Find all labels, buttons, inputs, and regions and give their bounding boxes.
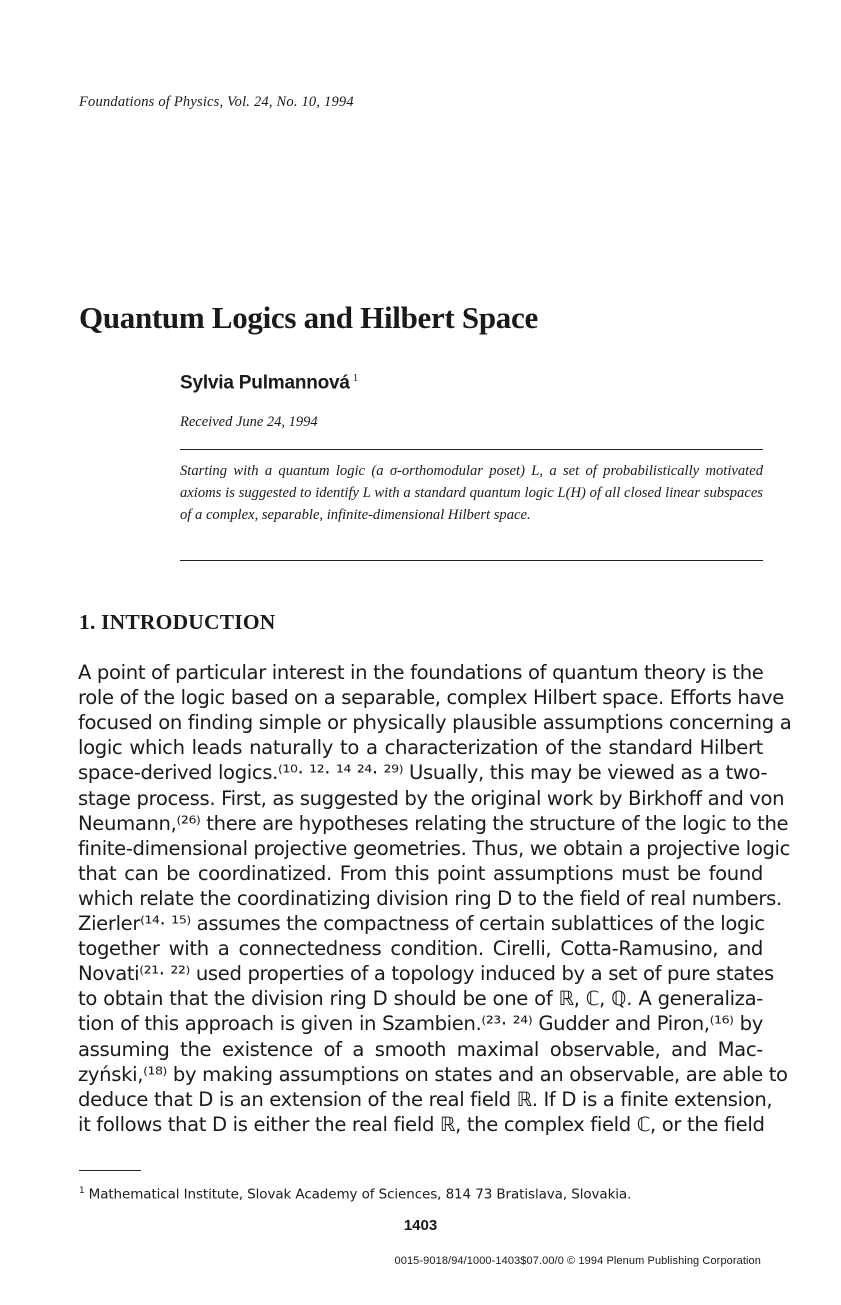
body-line: zyński,⁽¹⁸⁾ by making assumptions on states and an observable, are able to	[78, 1062, 788, 1086]
body-line: together with a connectedness condition. Cirelli, Cotta-Ramusino, and	[78, 937, 763, 961]
body-line: focused on finding simple or physically plausible assumptions concerning a	[78, 711, 792, 735]
footnote-rule	[79, 1170, 141, 1171]
copyright-line: 0015-9018/94/1000-1403$07.00/0 © 1994 Plenum Publishing Corporation	[394, 1255, 761, 1267]
abstract-top-rule	[180, 449, 763, 450]
body-line: role of the logic based on a separable, complex Hilbert space. Efforts have	[78, 686, 784, 710]
abstract: Starting with a quantum logic (a σ-orthomodular poset) L, a set of probabilistically motivated axioms is suggested to identify L with a standard quantum logic L(H) of all closed linear subspaces of a complex, separable, infinite-dimensional Hilbert space.	[180, 463, 763, 523]
body-line: deduce that D is an extension of the real field ℝ. If D is a finite extension,	[78, 1087, 773, 1111]
section-heading: 1. INTRODUCTION	[79, 610, 276, 634]
author-name: Sylvia Pulmannová	[180, 372, 350, 394]
body-line: tion of this approach is given in Szambien.⁽²³· ²⁴⁾ Gudder and Piron,⁽¹⁶⁾ by	[78, 1012, 763, 1036]
author-footnote-mark: 1	[352, 372, 359, 384]
body-line: A point of particular interest in the foundations of quantum theory is the	[78, 661, 764, 684]
body-line: finite-dimensional projective geometries. Thus, we obtain a projective logic	[78, 836, 791, 860]
footnote-text: Mathematical Institute, Slovak Academy of Sciences, 814 73 Bratislava, Slovakia.	[88, 1186, 632, 1203]
body-line: which relate the coordinatizing division ring D to the field of real numbers.	[78, 886, 782, 910]
journal-header: Foundations of Physics, Vol. 24, No. 10, 1994	[79, 94, 354, 110]
body-line: it follows that D is either the real field ℝ, the complex field ℂ, or the field	[78, 1112, 765, 1136]
received-date: Received June 24, 1994	[180, 414, 318, 430]
body-line: Neumann,⁽²⁶⁾ there are hypotheses relating the structure of the logic to the	[78, 811, 789, 835]
footnote	[79, 1186, 631, 1203]
body-line: assuming the existence of a smooth maximal observable, and Mac-	[78, 1037, 763, 1061]
body-line: stage process. First, as suggested by the original work by Birkhoff and von	[78, 786, 785, 810]
body-line: to obtain that the division ring D should be one of ℝ, ℂ, ℚ. A generaliza-	[78, 987, 763, 1011]
page-number: 1403	[403, 1217, 438, 1234]
body-line: Novati⁽²¹· ²²⁾ used properties of a topology induced by a set of pure states	[78, 962, 774, 986]
body-line: space-derived logics.⁽¹⁰· ¹²· ¹⁴ ²⁴· ²⁹⁾ Usually, this may be viewed as a two-	[78, 761, 768, 785]
body-line: that can be coordinatized. From this point assumptions must be found	[78, 861, 763, 885]
footnote-mark: 1	[79, 1186, 85, 1196]
paper-title: Quantum Logics and Hilbert Space	[79, 300, 538, 335]
body-line: logic which leads naturally to a characterization of the standard Hilbert	[78, 736, 763, 760]
body-line: Zierler⁽¹⁴· ¹⁵⁾ assumes the compactness of certain sublattices of the logic	[78, 912, 765, 935]
author-line	[180, 372, 358, 394]
abstract-bottom-rule	[180, 560, 763, 561]
